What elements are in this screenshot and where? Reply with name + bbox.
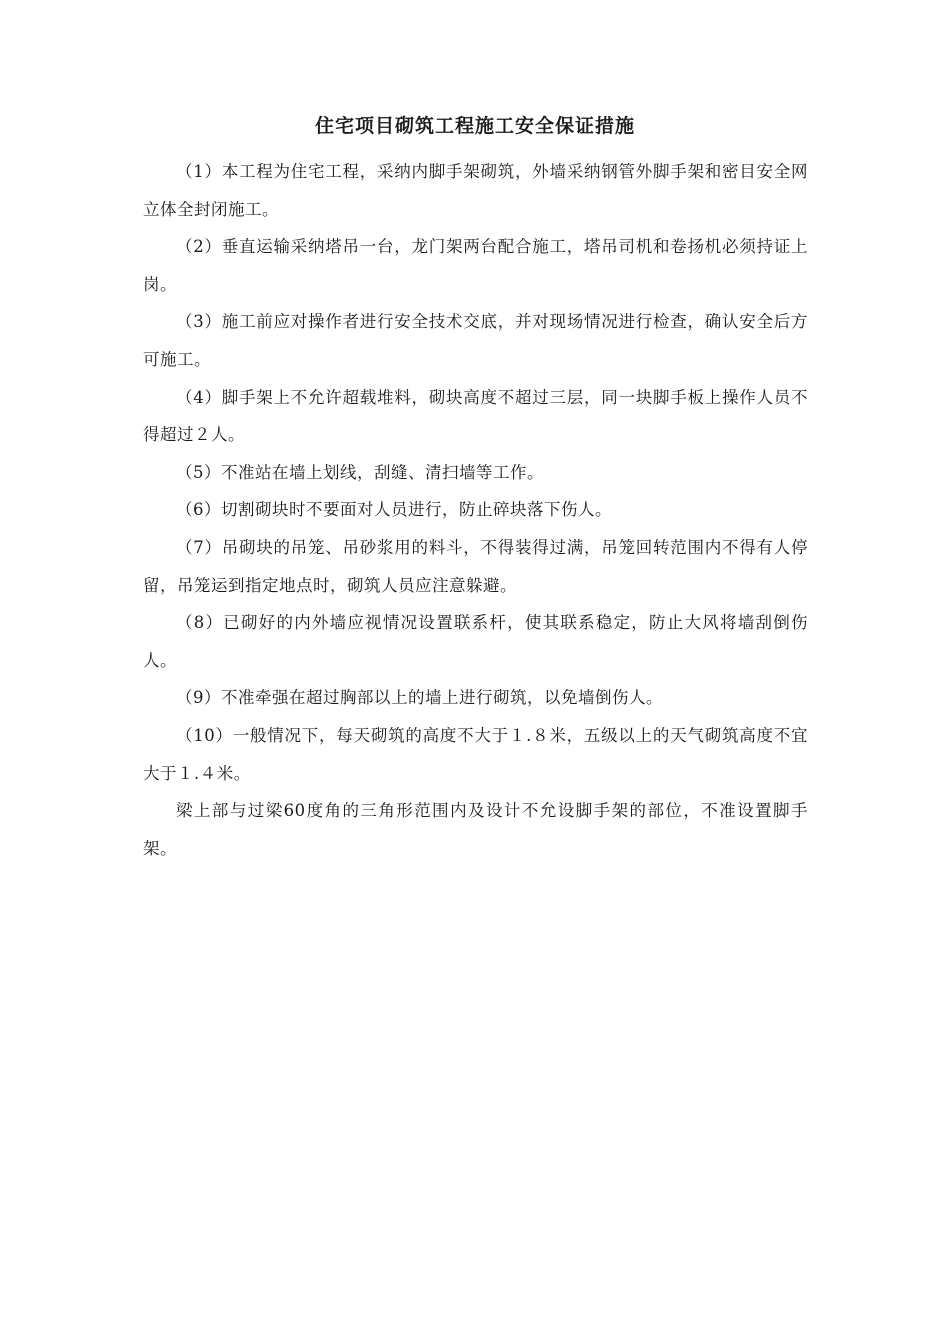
paragraph-10: （10）一般情况下，每天砌筑的高度不大于１.８米，五级以上的天气砌筑高度不宜大于１.４米。 (143, 725, 808, 783)
paragraph-5: （5）不准站在墙上划线，刮缝、清扫墙等工作。 (176, 462, 544, 482)
paragraph-1: （1）本工程为住宅工程，采纳内脚手架砌筑，外墙采纳钢管外脚手架和密目安全网立体全封闭施工。 (143, 162, 808, 219)
paragraph-3: （3）施工前应对操作者进行安全技术交底，并对现场情况进行检查，确认安全后方可施工。 (143, 312, 808, 369)
paragraph-8: （8）已砌好的内外墙应视情况设置联系杆，使其联系稳定，防止大风将墙刮倒伤人。 (143, 613, 808, 670)
paragraph-7: （7）吊砌块的吊笼、吊砂浆用的料斗，不得装得过满，吊笼回转范围内不得有人停留，吊笼运到指定地点时，砌筑人员应注意躲避。 (143, 537, 808, 595)
document-body (143, 153, 808, 867)
paragraph-4: （4）脚手架上不允许超载堆料，砌块高度不超过三层，同一块脚手板上操作人员不得超过２人。 (143, 387, 808, 445)
paragraph-9: （9）不准牵强在超过胸部以上的墙上进行砌筑，以免墙倒伤人。 (176, 688, 663, 708)
document-title: 住宅项目砌筑工程施工安全保证措施 (314, 115, 635, 137)
paragraph-6: （6）切割砌块时不要面对人员进行，防止碎块落下伤人。 (176, 500, 612, 520)
paragraph-11: 梁上部与过梁60度角的三角形范围内及设计不允设脚手架的部位，不准设置脚手架。 (143, 801, 808, 858)
paragraph-2: （2）垂直运输采纳塔吊一台，龙门架两台配合施工，塔吊司机和卷扬机必须持证上岗。 (143, 237, 808, 294)
